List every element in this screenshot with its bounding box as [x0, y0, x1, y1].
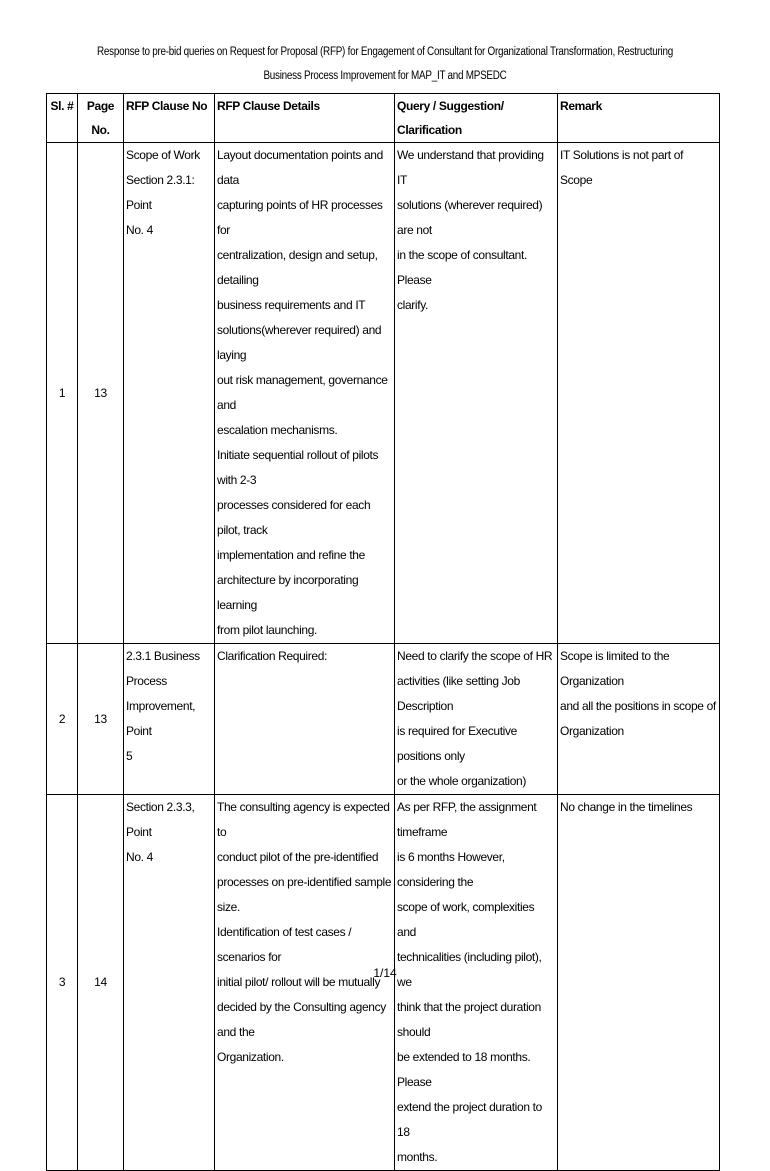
table-row [47, 143, 720, 644]
cell-clause-details: Layout documentation points and data capturing points of HR processes for centralization, design and setup, detailing business requirements and IT solutions(wherever required) and laying out risk management, governance and escalation mechanisms. Initiate sequential rollout of pilots with 2-3 processes considered for each pilot, track implementation and refine the architecture by incorporating learning from pilot launching. [215, 143, 395, 644]
cell-remark: Scope is limited to the Organization and all the positions in scope of Organization [558, 644, 720, 795]
header-remark: Remark [558, 94, 720, 143]
table-row [47, 795, 720, 1171]
table-header-row [47, 94, 720, 143]
cell-sl: 1 [47, 143, 78, 644]
cell-query: As per RFP, the assignment timeframe is 6 months However, considering the scope of work, complexities and technicalities (including pilot), we think that the project duration should be extended to 18 months. Please extend the project duration to 18 months. [395, 795, 558, 1171]
page-number: 1/14 [373, 966, 397, 980]
cell-query: We understand that providing IT solutions (wherever required) are not in the scope of consultant. Please clarify. [395, 143, 558, 644]
cell-clause-details: Clarification Required: [215, 644, 395, 795]
cell-sl: 2 [47, 644, 78, 795]
cell-remark: No change in the timelines [558, 795, 720, 1171]
header-rfp-clause-details: RFP Clause Details [215, 94, 395, 143]
cell-page: 14 [78, 795, 124, 1171]
cell-query: Need to clarify the scope of HR activities (like setting Job Description is required for Executive positions only or the whole organization) [395, 644, 558, 795]
cell-remark: IT Solutions is not part of Scope [558, 143, 720, 644]
cell-clause-no: Scope of Work Section 2.3.1: Point No. 4 [124, 143, 215, 644]
header-page-no: Page No. [78, 94, 124, 143]
cell-clause-details: The consulting agency is expected to conduct pilot of the pre-identified processes on pre-identified sample size. Identification of test cases / scenarios for initial pilot/ rollout will be mutually decided by the Consulting agency and the Organization. [215, 795, 395, 1171]
header-sl: Sl. # [47, 94, 78, 143]
cell-page: 13 [78, 143, 124, 644]
header-query: Query / Suggestion/ Clarification [395, 94, 558, 143]
cell-clause-no: 2.3.1 Business Process Improvement, Point 5 [124, 644, 215, 795]
table-row [47, 644, 720, 795]
header-rfp-clause-no: RFP Clause No [124, 94, 215, 143]
queries-table [46, 93, 720, 1171]
cell-sl: 3 [47, 795, 78, 1171]
cell-page: 13 [78, 644, 124, 795]
document-title: Response to pre-bid queries on Request for Proposal (RFP) for Engagement of Consultant for Organizational Transformation, Restructuring Business Process Improvement for MAP_IT and MPSEDC [97, 46, 673, 82]
cell-clause-no: Section 2.3.3, Point No. 4 [124, 795, 215, 1171]
